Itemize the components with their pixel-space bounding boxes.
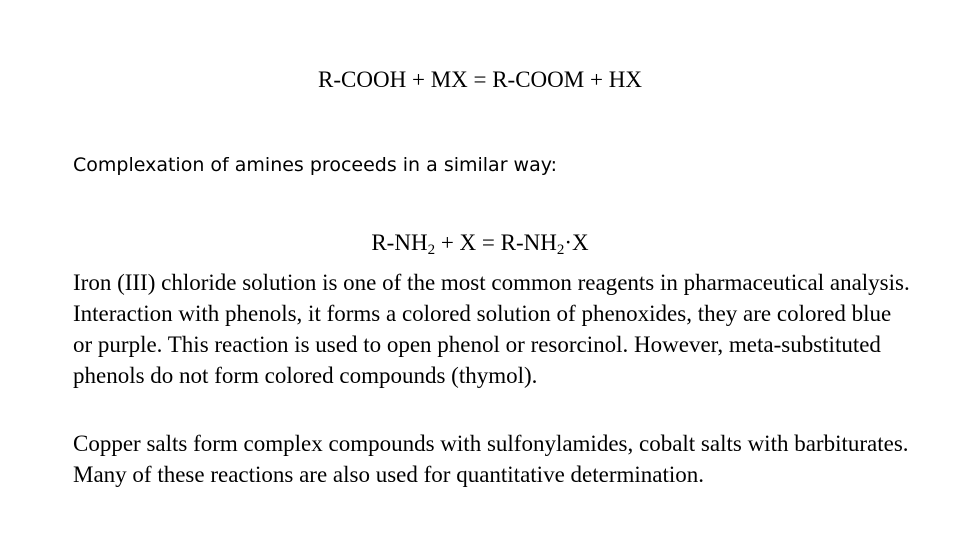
- copper-salts-paragraph: Copper salts form complex compounds with sulfonylamides, cobalt salts with barbiturates. Many of these reactions are also used for quantitative determination.: [73, 431, 909, 487]
- amine-equation-part3: ·X: [564, 230, 589, 255]
- acid-equation: R-COOH + MX = R-COOM + HX: [318, 67, 642, 92]
- amine-equation-part1: R-NH: [371, 230, 428, 255]
- iron-chloride-paragraph: Iron (III) chloride solution is one of the most common reagents in pharmaceutical analysis. Interaction with phenols, it forms a colored solution of phenoxides, they are colored blue or purple. This reaction is used to open phenol or resorcinol. However, meta-substituted phenols do not form colored compounds (thymol).: [73, 270, 910, 388]
- amine-equation-sub1: 2: [427, 242, 436, 258]
- amine-intro-text: Complexation of amines proceeds in a similar way:: [73, 154, 557, 176]
- amine-equation-part2: + X = R-NH: [435, 230, 557, 255]
- amine-equation: [0, 227, 960, 259]
- amine-equation-sub2: 2: [556, 242, 565, 258]
